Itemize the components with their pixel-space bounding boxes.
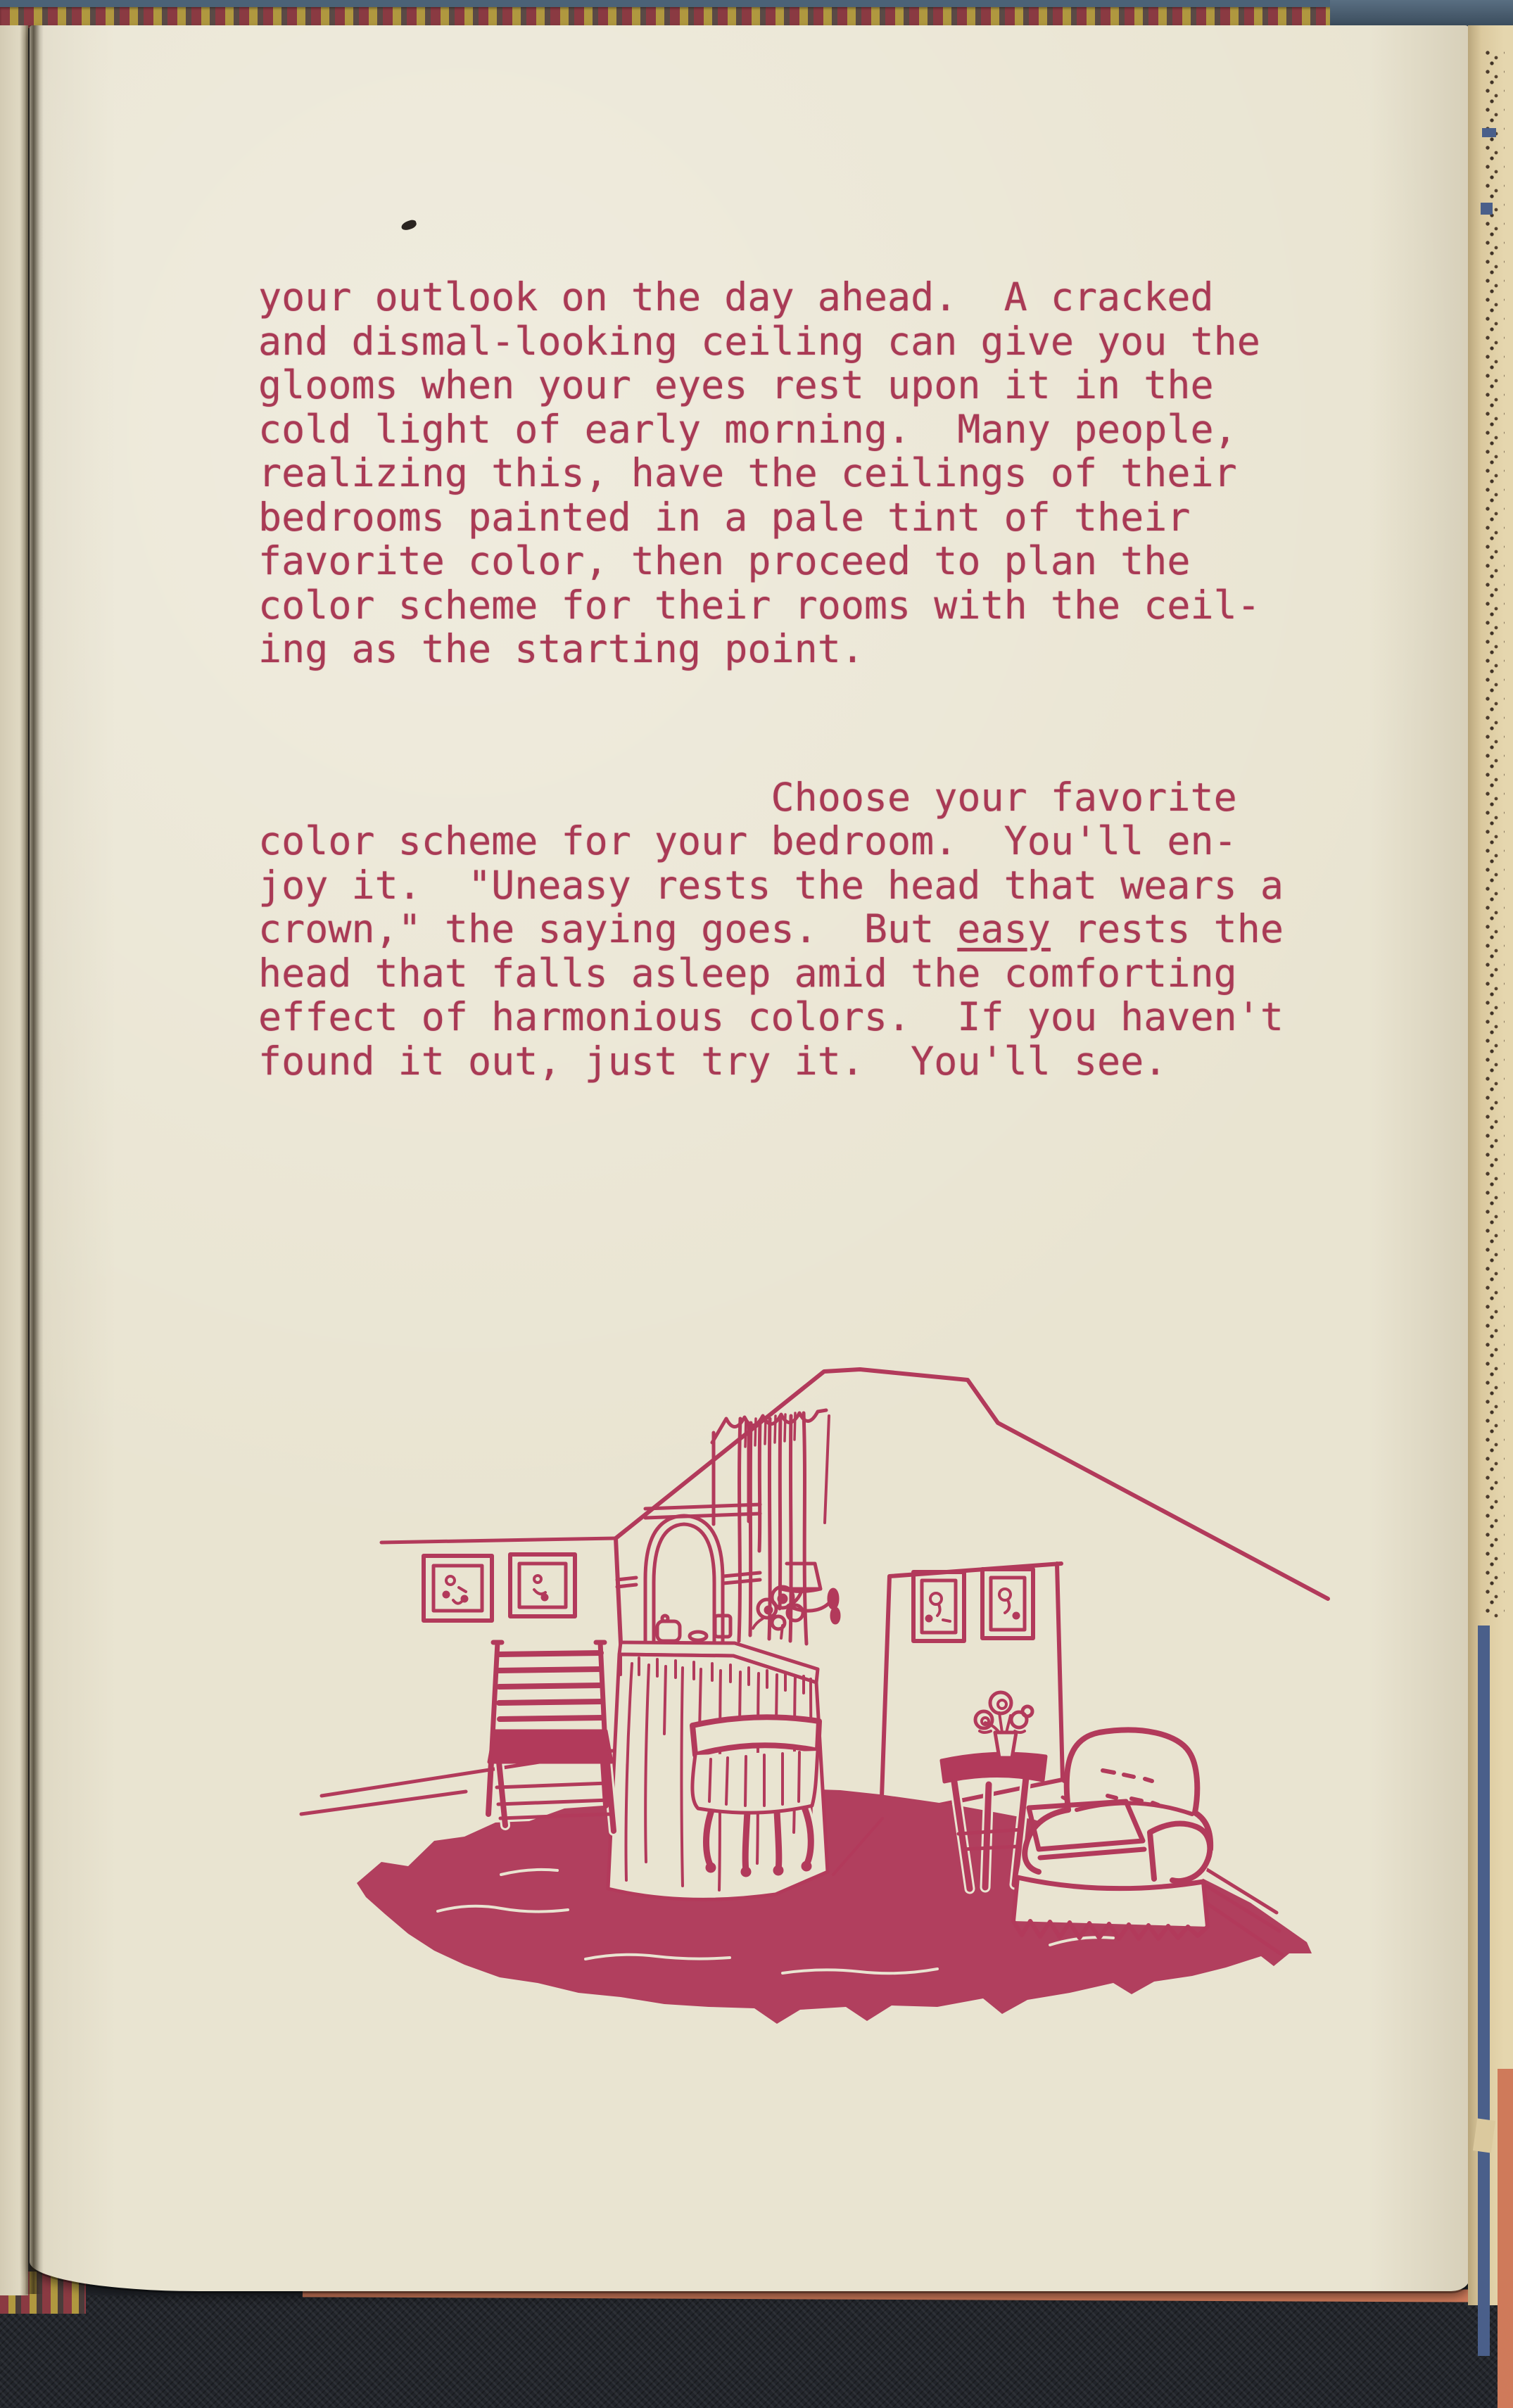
- typed-line: effect of harmonious colors. If you haven't: [258, 994, 1284, 1039]
- typed-line: realizing this, have the ceilings of their: [258, 450, 1237, 495]
- fore-edge-blue-mark: [1481, 203, 1493, 215]
- framed-picture-right-2: [982, 1569, 1033, 1638]
- typed-line: cold light of early morning. Many people,: [258, 406, 1237, 452]
- page: [30, 25, 1469, 2291]
- typed-line: found it out, just try it. You'll see.: [258, 1038, 1167, 1084]
- paragraph-2: [258, 775, 1284, 1084]
- typed-line: and dismal-looking ceiling can give you the: [258, 318, 1260, 364]
- typed-line: ing as the starting point.: [258, 626, 864, 671]
- paragraph-1: [258, 275, 1284, 671]
- typed-line: joy it. "Uneasy rests the head that wears a: [258, 862, 1284, 908]
- picture-rail: [381, 1538, 616, 1542]
- paper-fleck: [400, 219, 418, 232]
- dormer-right-edge: [825, 1416, 829, 1523]
- framed-picture-left-1: [424, 1556, 492, 1621]
- typed-line: Choose your favorite: [258, 774, 1237, 820]
- framed-picture-right-1: [913, 1572, 964, 1641]
- fore-edge-blue-strip: [1478, 1626, 1490, 2356]
- typed-line: head that falls asleep amid the comforting: [258, 950, 1237, 996]
- bedroom-illustration: [290, 1340, 1367, 2051]
- typed-line: bedrooms painted in a pale tint of their: [258, 494, 1191, 540]
- binding-gutter-shadow: [25, 25, 44, 2294]
- typed-line: favorite color, then proceed to plan the: [258, 538, 1191, 583]
- typed-line: crown," the saying goes. But easy rests the: [258, 906, 1284, 951]
- fore-edge-blue-mark: [1482, 128, 1496, 137]
- typewritten-text: [258, 275, 1284, 1083]
- typed-line: glooms when your eyes rest upon it in the: [258, 362, 1214, 407]
- underlined-word: easy: [957, 906, 1051, 951]
- typed-line: your outlook on the day ahead. A cracked: [258, 274, 1214, 319]
- flower-pot: [975, 1692, 1032, 1758]
- book-cover-bottom: [0, 2295, 1513, 2408]
- vanity-items: [657, 1587, 803, 1641]
- window-mullions: [714, 1424, 749, 1524]
- framed-picture-left-2: [510, 1554, 575, 1616]
- typed-line: color scheme for your bedroom. You'll en-: [258, 818, 1237, 863]
- ladder-back-chair: [488, 1642, 614, 1831]
- facing-page-edge: [0, 25, 28, 2295]
- fore-edge-dots: [1483, 49, 1505, 1618]
- book-cover-corner: [1330, 0, 1513, 28]
- typed-line: color scheme for their rooms with the ceil-: [258, 582, 1260, 628]
- fore-edge-salmon: [1498, 2069, 1513, 2408]
